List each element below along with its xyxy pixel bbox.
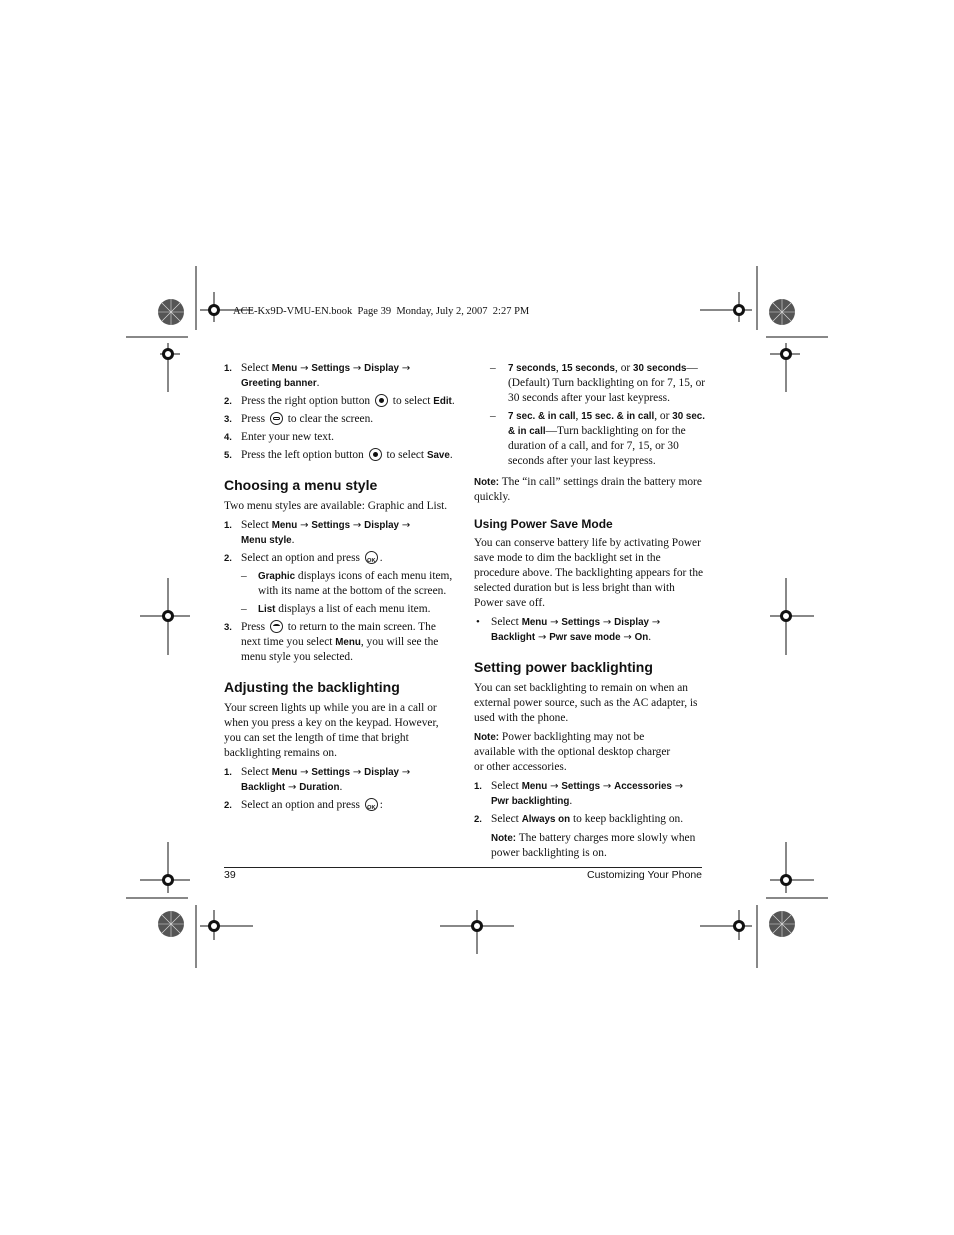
step-greeting-2	[224, 394, 456, 409]
step-text: .	[648, 631, 652, 643]
step-text: Select	[491, 813, 522, 825]
arrow-icon: →	[300, 767, 309, 778]
step-text: Select	[491, 780, 522, 792]
arrow-icon: →	[401, 520, 411, 531]
step-number: 5.	[224, 450, 232, 461]
note-text: The battery charges more slowly when power backlighting is on.	[491, 832, 696, 859]
arrow-icon: →	[550, 617, 559, 628]
step-text: to select	[389, 395, 434, 407]
step-text: .	[449, 449, 453, 461]
option-seconds	[474, 361, 706, 406]
option-label: 30 sec. & in call	[508, 411, 705, 437]
menu-path-item: Settings	[311, 767, 351, 778]
step-text: Press the left option button	[241, 449, 367, 461]
step-greeting-4	[224, 430, 456, 445]
arrow-icon: →	[352, 520, 362, 531]
note-battery-charging	[474, 831, 706, 861]
menu-path-item: Settings	[561, 781, 601, 792]
left-column	[224, 361, 456, 816]
menu-path-item: Menu	[521, 617, 548, 628]
page-number: 39	[224, 869, 236, 881]
menu-path-item: Display	[364, 767, 399, 778]
option-label: List	[258, 604, 276, 615]
step-number: 3.	[224, 414, 232, 425]
bullet-power-save	[474, 615, 706, 645]
dash-marker: –	[490, 362, 496, 374]
option-label: 15 sec. & in call	[581, 411, 655, 422]
step-greeting-3	[224, 412, 456, 427]
step-backlight-2	[224, 798, 456, 813]
softkey-label: Save	[426, 450, 450, 461]
step-text: .	[569, 795, 573, 807]
menu-path-item: Greeting banner	[241, 378, 317, 389]
step-number: 1.	[224, 520, 232, 531]
option-text: —(Default) Turn backlighting on for 7, 15, or 30 seconds after your last keypress.	[508, 362, 706, 404]
print-time: 2:27 PM	[492, 306, 530, 317]
option-graphic	[224, 569, 456, 599]
step-greeting-1	[224, 361, 456, 391]
step-number: 2.	[474, 814, 482, 825]
menu-path-item: Menu	[271, 363, 298, 374]
menu-path-item: Backlight	[241, 782, 286, 793]
book-file: ACE-Kx9D-VMU-EN.book	[233, 306, 353, 317]
option-text: , or	[654, 410, 673, 422]
step-number: 4.	[224, 432, 232, 443]
arrow-icon: →	[602, 617, 612, 628]
step-text: Select	[241, 519, 272, 531]
menu-path-item: Display	[364, 363, 399, 374]
section-title: Customizing Your Phone	[587, 869, 702, 881]
section-intro: Two menu styles are available: Graphic and List.	[224, 500, 448, 512]
option-text: , or	[615, 362, 634, 374]
dash-marker: –	[241, 570, 247, 582]
option-in-call	[474, 409, 706, 469]
step-text: , you will see the menu style you selected.	[241, 636, 439, 663]
menu-path-item: Settings	[311, 520, 351, 531]
step-greeting-5	[224, 448, 456, 463]
softkey-label: Edit	[433, 396, 452, 407]
ok-key-icon	[365, 551, 378, 564]
option-text: displays icons of each menu item, with its name at the bottom of the screen.	[258, 570, 453, 597]
step-number: 2.	[224, 800, 232, 811]
menu-path-item: Duration	[299, 782, 340, 793]
section-intro: You can conserve battery life by activating Power save mode to dim the backlight set in the procedure above. The backlighting appears for the selected duration but is less bright than with Power save off.	[474, 537, 704, 609]
note-label: Note:	[491, 833, 517, 844]
step-text: .	[291, 534, 295, 546]
menu-path-item: Backlight	[491, 632, 536, 643]
menu-path-item: Settings	[561, 617, 601, 628]
section-heading-menu-style: Choosing a menu style	[224, 477, 378, 493]
option-text: —Turn backlighting on for the duration of a call, and for 7, 15, or 30 seconds after your last keypress.	[508, 425, 686, 467]
step-text: .	[379, 552, 383, 564]
menu-path-item: Menu	[335, 637, 361, 648]
step-text: to keep backlighting on.	[570, 813, 684, 825]
page-label: Page 39	[357, 306, 392, 317]
note-power-backlighting	[474, 730, 679, 775]
option-text: ,	[575, 410, 582, 422]
option-label: Always on	[521, 814, 571, 825]
end-key-icon	[270, 620, 283, 633]
step-number: 1.	[474, 781, 482, 792]
section-heading-backlighting: Adjusting the backlighting	[224, 679, 400, 695]
menu-path-item: Display	[614, 617, 649, 628]
arrow-icon: →	[300, 520, 309, 531]
step-text: Select	[491, 616, 522, 628]
option-text: displays a list of each menu item.	[275, 603, 431, 615]
step-backlight-1	[224, 765, 456, 795]
menu-path-item: Settings	[311, 363, 351, 374]
print-date: Monday, July 2, 2007	[396, 306, 488, 317]
menu-path-item: Menu	[521, 781, 548, 792]
note-in-call	[474, 475, 706, 505]
option-label: 7 seconds	[508, 363, 556, 374]
step-number: 2.	[224, 553, 232, 564]
step-menu-style-2	[224, 551, 456, 566]
arrow-icon: →	[674, 781, 684, 792]
step-text: to select	[383, 449, 427, 461]
step-text: Select	[241, 362, 272, 374]
arrow-icon: →	[287, 782, 297, 793]
note-text: The “in call” settings drain the battery more quickly.	[474, 476, 702, 503]
option-text: ,	[555, 362, 562, 374]
section-intro: Your screen lights up while you are in a call or when you press a key on the keypad. However, you can set the length of time that bright backlighting remains on.	[224, 702, 439, 759]
step-text: .	[316, 377, 320, 389]
ok-key-icon	[365, 798, 378, 811]
arrow-icon: →	[550, 781, 559, 792]
left-option-navigation-key-icon	[369, 448, 382, 461]
step-text: to return to the main screen. The next time you select	[241, 621, 436, 648]
step-text: to clear the screen.	[284, 413, 374, 425]
note-text: Power backlighting may not be available with the optional desktop charger or other accessories.	[474, 731, 671, 773]
dash-marker: –	[241, 603, 247, 615]
arrow-icon: →	[651, 617, 661, 628]
menu-path-item: On	[634, 632, 649, 643]
arrow-icon: →	[623, 632, 632, 643]
step-text: Press	[241, 621, 268, 633]
menu-path-item: Menu	[271, 520, 298, 531]
step-number: 1.	[224, 767, 232, 778]
menu-path-item: Menu	[271, 767, 298, 778]
step-power-backlight-1	[474, 779, 706, 809]
dash-marker: –	[490, 410, 496, 422]
step-text: Select	[241, 766, 272, 778]
step-text: :	[379, 799, 383, 811]
step-text: Enter your new text.	[241, 431, 334, 443]
note-label: Note:	[474, 477, 500, 488]
menu-path-item: Menu style	[241, 535, 292, 546]
menu-path-item: Pwr backlighting	[491, 796, 570, 807]
step-text: Press the right option button	[241, 395, 373, 407]
arrow-icon: →	[602, 781, 612, 792]
step-number: 1.	[224, 363, 232, 374]
right-column	[474, 361, 706, 865]
step-number: 3.	[224, 622, 232, 633]
menu-path-item: Accessories	[614, 781, 672, 792]
step-text: Select an option and press	[241, 799, 363, 811]
arrow-icon: →	[352, 363, 362, 374]
arrow-icon: →	[401, 767, 411, 778]
arrow-icon: →	[352, 767, 362, 778]
note-label: Note:	[474, 732, 500, 743]
bullet-marker: •	[476, 616, 480, 628]
arrow-icon: →	[401, 363, 411, 374]
option-label: 30 seconds	[633, 363, 687, 374]
step-menu-style-3	[224, 620, 456, 665]
section-heading-power-backlighting: Setting power backlighting	[474, 659, 653, 675]
option-label: 15 seconds	[561, 363, 615, 374]
right-option-navigation-key-icon	[375, 394, 388, 407]
step-text: .	[451, 395, 455, 407]
clear-key-icon	[270, 412, 283, 425]
menu-path-item: Pwr save mode	[549, 632, 621, 643]
arrow-icon: →	[537, 632, 547, 643]
arrow-icon: →	[300, 363, 309, 374]
step-text: Press	[241, 413, 268, 425]
menu-path-item: Display	[364, 520, 399, 531]
option-label: Graphic	[258, 571, 296, 582]
footer-rule	[224, 867, 702, 868]
step-menu-style-1	[224, 518, 456, 548]
option-label: 7 sec. & in call	[508, 411, 576, 422]
option-list	[224, 602, 456, 617]
step-number: 2.	[224, 396, 232, 407]
step-power-backlight-2	[474, 812, 706, 827]
step-text: .	[339, 781, 343, 793]
step-text: Select an option and press	[241, 552, 363, 564]
section-heading-power-save: Using Power Save Mode	[474, 517, 613, 531]
print-header	[233, 306, 529, 317]
section-intro: You can set backlighting to remain on when an external power source, such as the AC adapter, is used with the phone.	[474, 682, 698, 724]
